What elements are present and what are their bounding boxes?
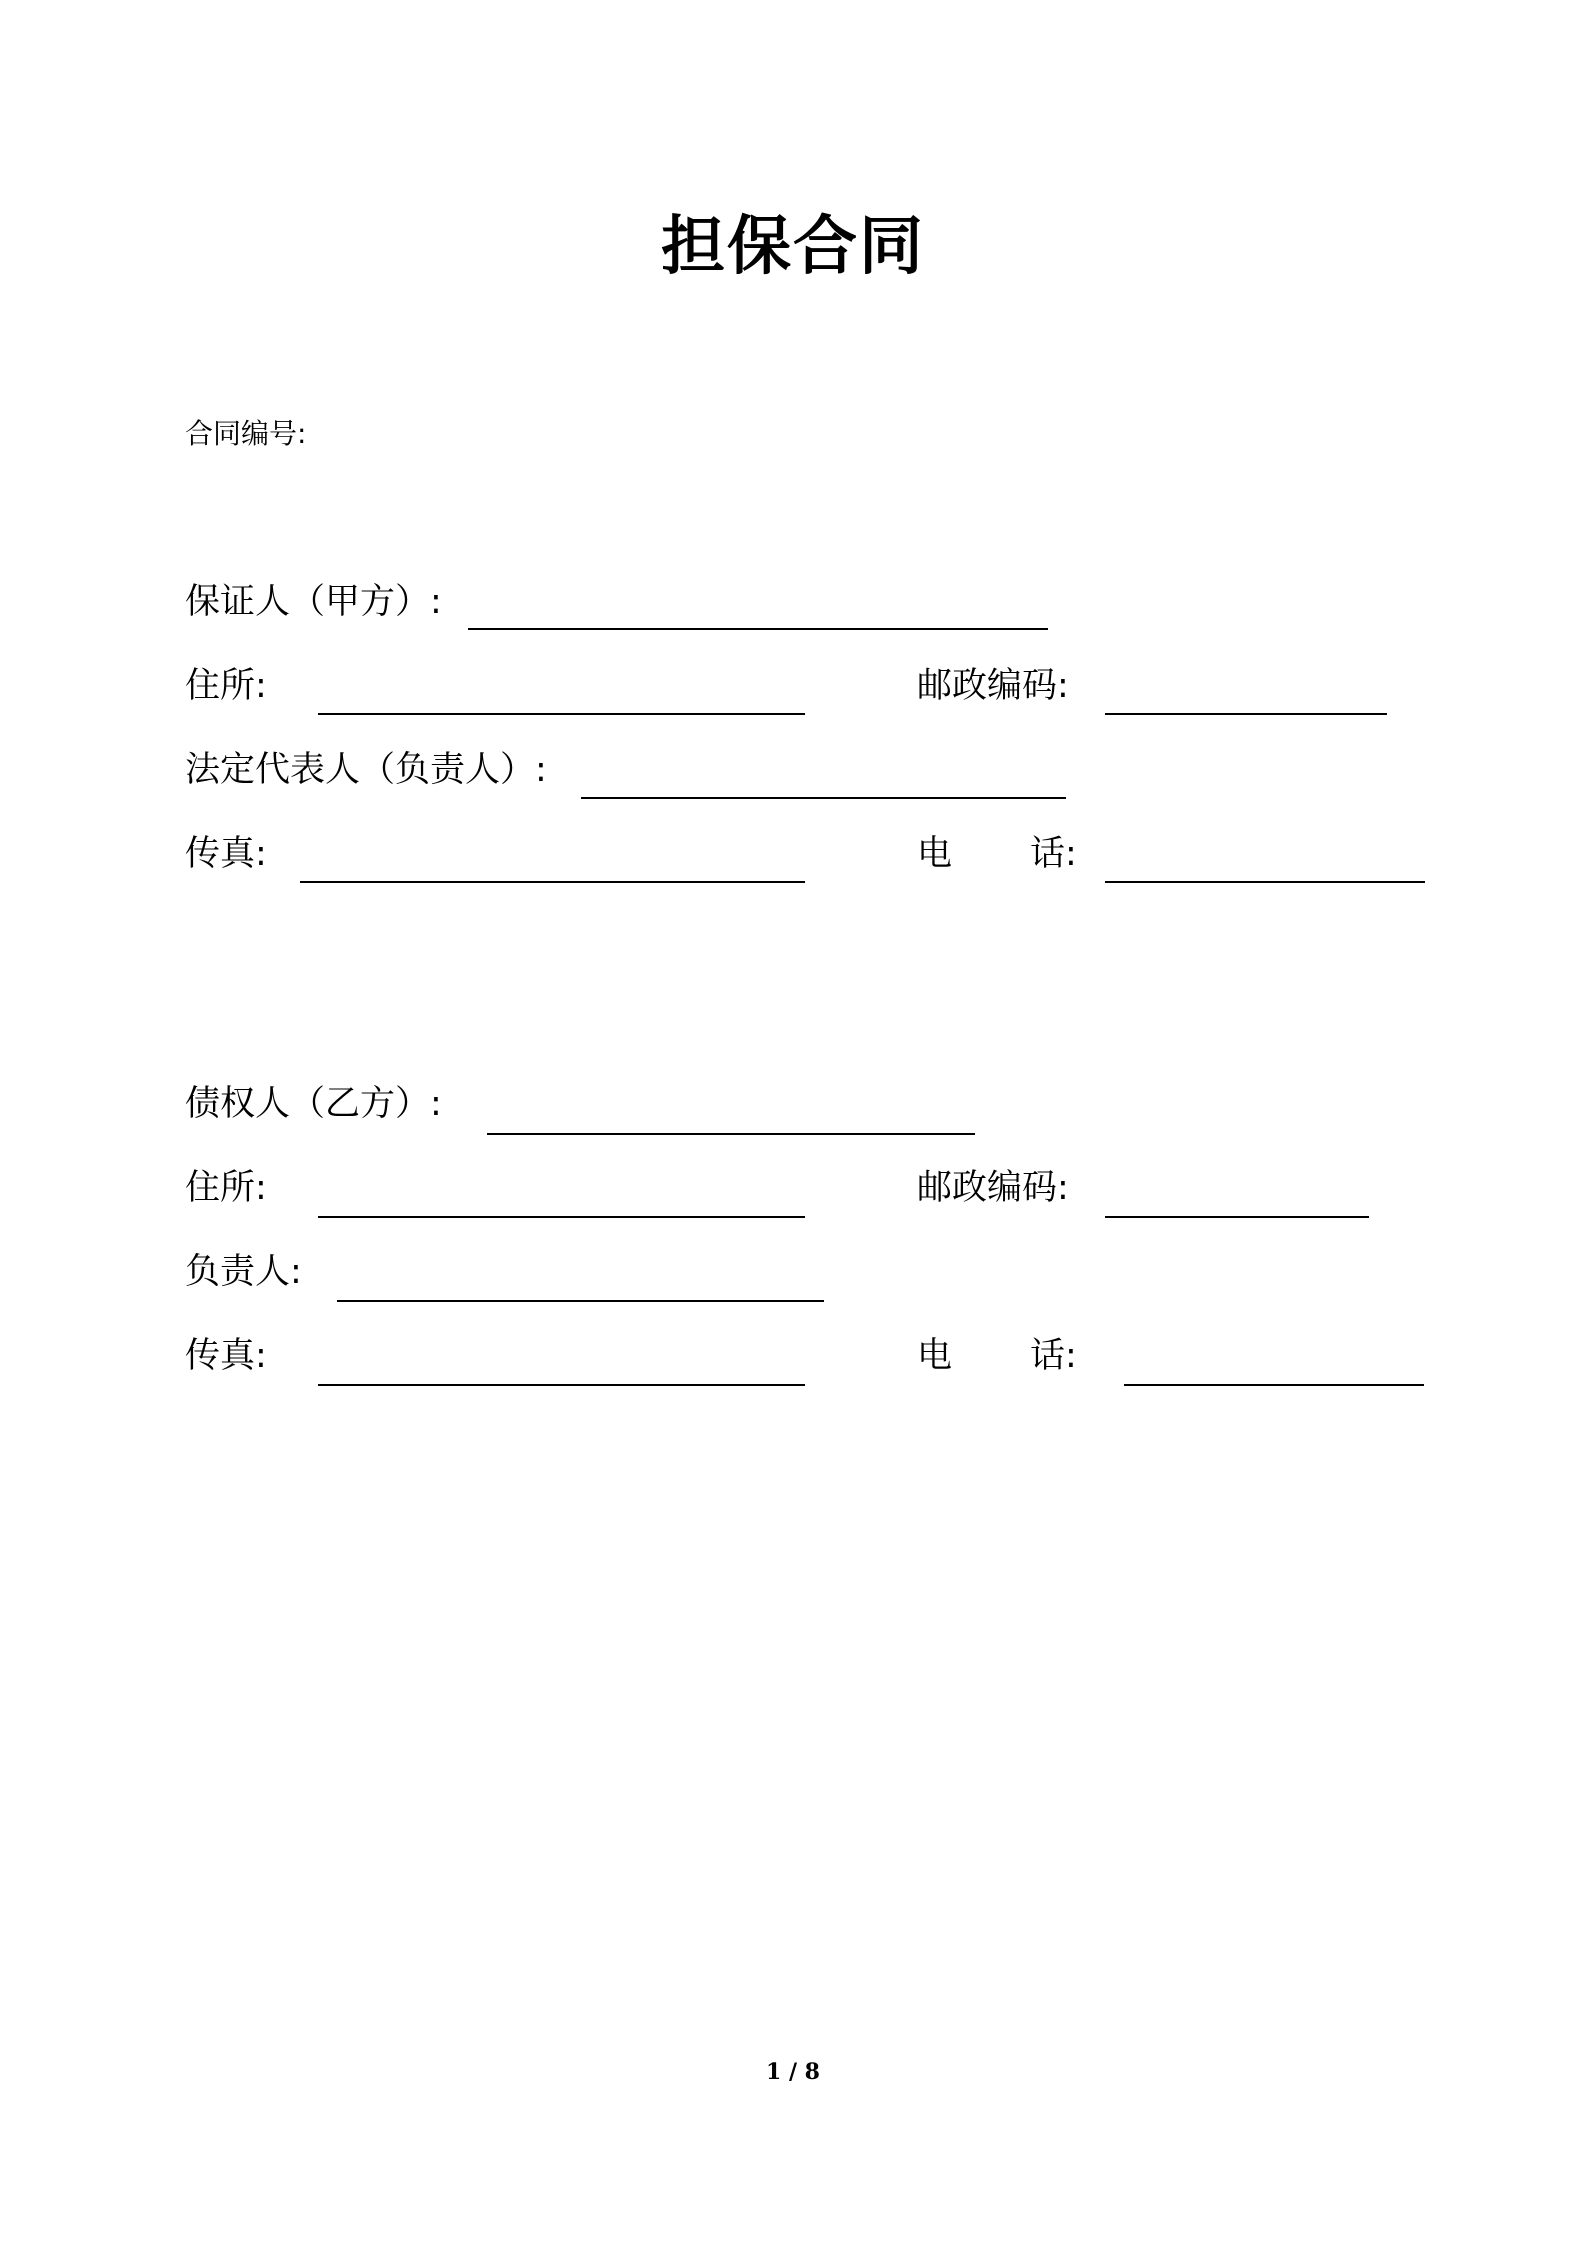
document-title: 担保合同 xyxy=(661,210,925,284)
creditor-phone-label-part1: 电 xyxy=(917,1336,953,1376)
creditor-person-in-charge-field[interactable] xyxy=(337,1300,824,1302)
guarantor-fax-field[interactable] xyxy=(300,881,805,883)
creditor-fax-field[interactable] xyxy=(318,1384,805,1386)
creditor-address-label: 住所: xyxy=(185,1168,267,1208)
guarantor-phone-label-part1: 电 xyxy=(917,834,953,874)
guarantor-legal-rep-field[interactable] xyxy=(581,797,1066,799)
guarantor-address-field[interactable] xyxy=(318,713,805,715)
creditor-phone-field[interactable] xyxy=(1124,1384,1424,1386)
creditor-person-in-charge-label: 负责人: xyxy=(185,1252,302,1292)
guarantor-phone-label-part2: 话: xyxy=(1030,834,1077,874)
contract-number-label: 合同编号: xyxy=(185,417,307,450)
guarantor-phone-field[interactable] xyxy=(1105,881,1425,883)
guarantor-address-label: 住所: xyxy=(185,666,267,706)
guarantor-legal-rep-label: 法定代表人（负责人）: xyxy=(185,750,547,790)
creditor-postal-code-label: 邮政编码: xyxy=(917,1168,1069,1208)
creditor-label: 债权人（乙方）: xyxy=(185,1084,442,1124)
creditor-fax-label: 传真: xyxy=(185,1336,267,1376)
guarantor-postal-code-label: 邮政编码: xyxy=(917,666,1069,706)
guarantor-fax-label: 传真: xyxy=(185,834,267,874)
creditor-phone-label-part2: 话: xyxy=(1030,1336,1077,1376)
guarantor-label: 保证人（甲方）: xyxy=(185,582,442,622)
page-number: 1 / 8 xyxy=(766,2059,820,2085)
creditor-postal-code-field[interactable] xyxy=(1105,1216,1369,1218)
creditor-address-field[interactable] xyxy=(318,1216,805,1218)
creditor-name-field[interactable] xyxy=(487,1133,975,1135)
guarantor-postal-code-field[interactable] xyxy=(1105,713,1387,715)
guarantor-name-field[interactable] xyxy=(468,628,1048,630)
